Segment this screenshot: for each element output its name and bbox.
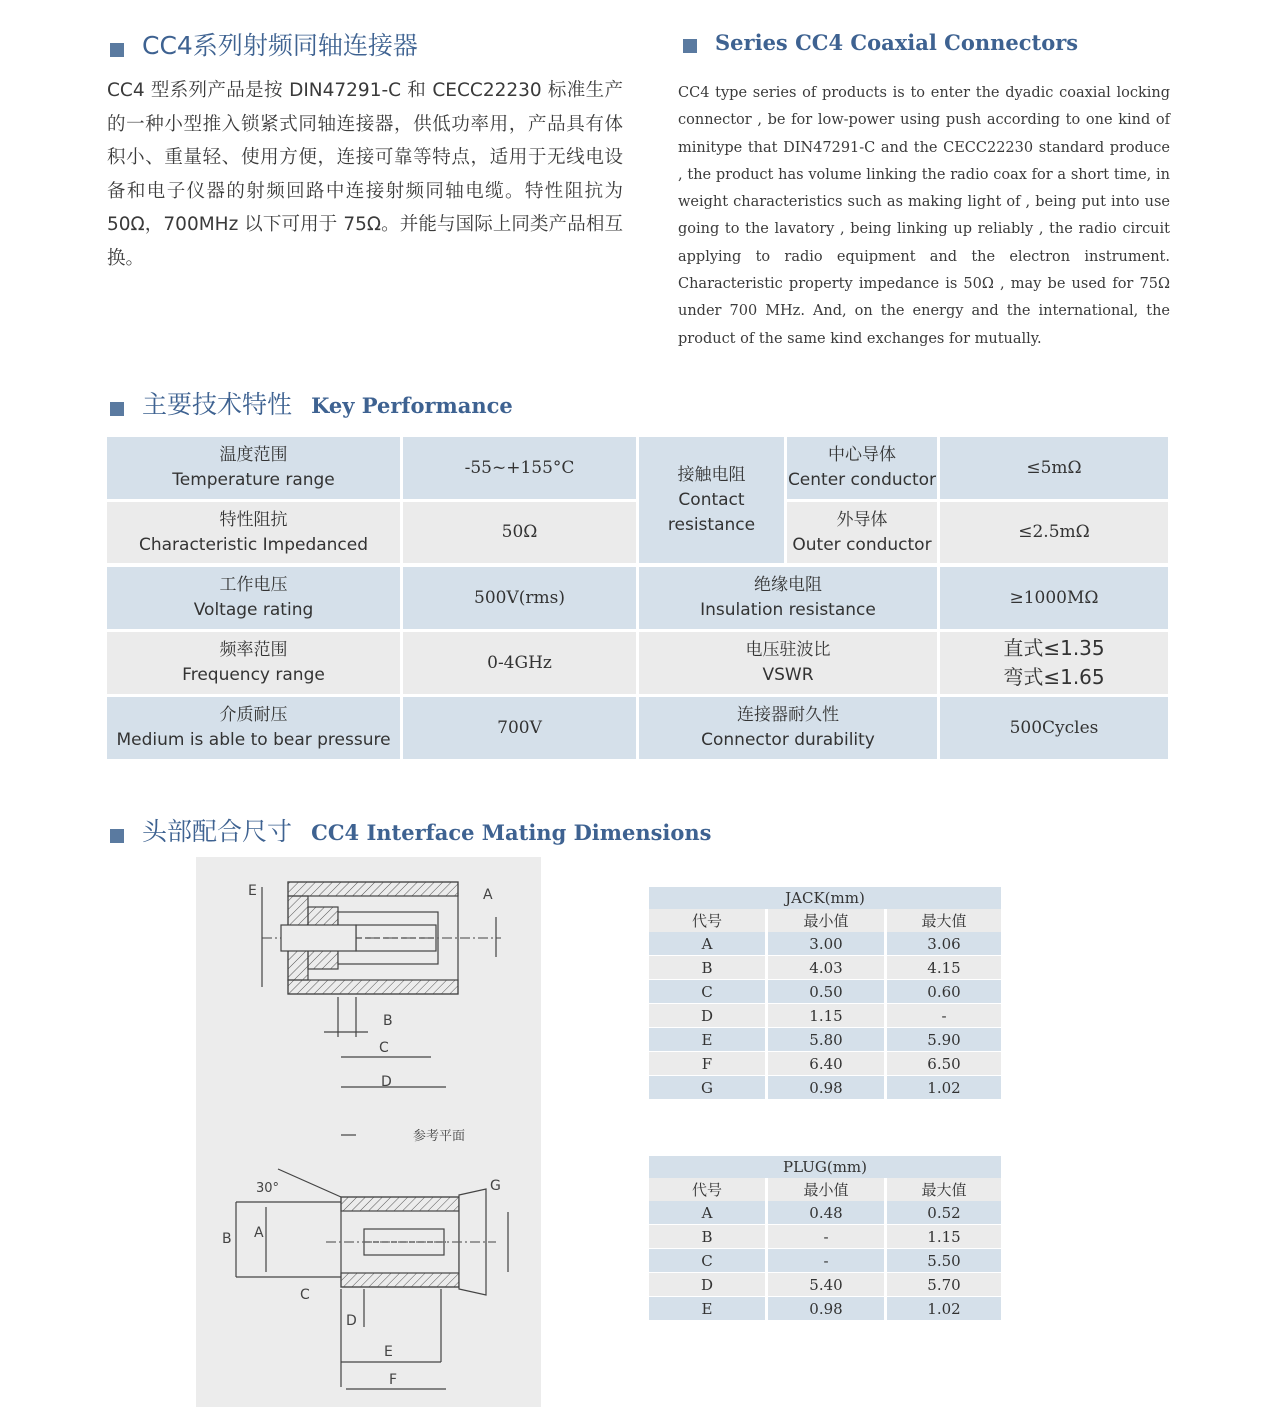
label-en: Center conductor	[787, 470, 937, 490]
section1-cn-heading-text: CC4系列射频同轴连接器	[142, 31, 418, 60]
cell-max: -	[887, 1004, 1001, 1027]
header-min: 最小值	[768, 1178, 884, 1201]
label-insulation	[639, 567, 937, 629]
angle-label: 30°	[256, 1181, 280, 1196]
dim-label-G-plug: G	[490, 1178, 501, 1194]
cell-code: B	[649, 956, 765, 979]
section3-cn-heading-text: 头部配合尺寸	[142, 817, 293, 846]
table-row	[649, 1052, 1001, 1075]
label-cn: 温度范围	[219, 445, 288, 465]
value-insulation: ≥1000MΩ	[940, 567, 1168, 629]
jack-table	[649, 887, 1001, 1098]
label-cn: 工作电压	[219, 575, 288, 595]
table-row	[649, 932, 1001, 955]
cell-min: 5.40	[768, 1273, 884, 1296]
header-min: 最小值	[768, 909, 884, 932]
cell-max: 0.60	[887, 980, 1001, 1003]
cell-min: 0.98	[768, 1076, 884, 1099]
section1-en-heading	[683, 30, 1078, 55]
table-row	[649, 1249, 1001, 1272]
table-row	[649, 956, 1001, 979]
jack-header-row	[649, 909, 1001, 932]
header-code: 代号	[649, 909, 765, 932]
heading-square-icon	[110, 829, 124, 843]
section2-cn-heading-text: 主要技术特性	[142, 390, 293, 419]
cell-code: D	[649, 1273, 765, 1296]
ref-plane-label: 参考平面	[413, 1129, 466, 1144]
value-frequency: 0-4GHz	[403, 632, 636, 694]
label-en: Insulation resistance	[700, 600, 876, 620]
dim-label-A-plug: A	[254, 1225, 264, 1241]
plug-table	[649, 1156, 1001, 1319]
label-en: Frequency range	[182, 665, 325, 685]
table-row	[649, 1201, 1001, 1224]
table-row	[649, 1273, 1001, 1296]
cell-min: 1.15	[768, 1004, 884, 1027]
cell-max: 4.15	[887, 956, 1001, 979]
label-cn: 外导体	[836, 509, 888, 530]
label-outer-conductor	[787, 502, 937, 563]
cell-max: 5.90	[887, 1028, 1001, 1051]
dim-label-E-plug: E	[384, 1344, 393, 1360]
intro-english: CC4 type series of products is to enter the dyadic coaxial locking connector , be for low-power using push according to one kind of minitype that DIN47291-C and the CECC22230 standard produce , the product has volume linking the radio coax for a short time, in weight characteristics such as making light of , being put into use going to the lavatory , being linking up reliably , the radio circuit applying to radio equipment and the electron instrument. Characteristic property impedance is 50Ω , may be used for 75Ω under 700 MHz. And, on the energy and the international, the product of the same kind exchanges for mutually.	[678, 85, 1170, 347]
value-outer-conductor: ≤2.5mΩ	[940, 502, 1168, 563]
vswr-straight: 直式≤1.35	[1003, 636, 1105, 660]
label-en: Characteristic Impedanced	[138, 534, 369, 555]
cell-code: E	[649, 1297, 765, 1320]
jack-drawing	[262, 882, 501, 994]
label-en: Voltage rating	[193, 600, 314, 620]
cell-min: 5.80	[768, 1028, 884, 1051]
plug-title: PLUG(mm)	[782, 1158, 867, 1176]
interface-drawing	[196, 857, 541, 1407]
cell-max: 0.52	[887, 1201, 1001, 1224]
cell-code: C	[649, 980, 765, 1003]
label-voltage	[107, 567, 400, 629]
cell-min: 0.48	[768, 1201, 884, 1224]
section3-en-heading-text: CC4 Interface Mating Dimensions	[311, 820, 712, 845]
label-en: Medium is able to bear pressure	[116, 730, 391, 750]
label-cn: 介质耐压	[219, 705, 288, 725]
cell-max: 5.70	[887, 1273, 1001, 1296]
header-code: 代号	[649, 1178, 765, 1201]
label-en: Temperature range	[172, 470, 335, 490]
label-cn: 绝缘电阻	[754, 575, 822, 595]
cell-code: A	[649, 932, 765, 955]
cell-min: 0.50	[768, 980, 884, 1003]
jack-title: JACK(mm)	[785, 889, 865, 907]
connector-drawing-svg	[196, 857, 541, 1407]
label-center-conductor	[787, 437, 937, 499]
dim-label-D-plug: D	[346, 1313, 357, 1329]
label-en: VSWR	[762, 665, 814, 685]
label-vswr	[639, 632, 937, 694]
label-cn: 接触电阻	[677, 464, 746, 485]
label-durability	[639, 697, 937, 759]
cell-code: A	[649, 1201, 765, 1224]
cell-code: E	[649, 1028, 765, 1051]
dim-label-A-jack: A	[483, 887, 493, 903]
dim-label-F-plug: F	[389, 1372, 398, 1388]
label-temperature	[107, 437, 400, 499]
plug-header-row	[649, 1178, 1001, 1201]
dim-label-C-jack: C	[379, 1040, 389, 1056]
label-en: resistance	[667, 514, 756, 535]
label-en: Contact	[678, 489, 745, 510]
table-row	[649, 1297, 1001, 1320]
plug-title-row	[649, 1156, 1001, 1178]
section2-heading	[110, 385, 513, 421]
heading-square-icon	[110, 402, 124, 416]
dim-label-C-plug: C	[300, 1287, 310, 1303]
value-center-conductor: ≤5mΩ	[940, 437, 1168, 499]
section1-en-heading-text: Series CC4 Coaxial Connectors	[715, 30, 1079, 55]
label-cn: 中心导体	[828, 445, 896, 465]
cell-max: 1.15	[887, 1225, 1001, 1248]
heading-square-icon	[110, 43, 124, 57]
heading-square-icon	[683, 39, 697, 53]
cell-min: 6.40	[768, 1052, 884, 1075]
cell-code: G	[649, 1076, 765, 1099]
table-row	[649, 1225, 1001, 1248]
dim-label-D-jack: D	[381, 1074, 392, 1090]
intro-chinese: CC4 型系列产品是按 DIN47291-C 和 CECC22230 标准生产的一种小型推入锁紧式同轴连接器，供低功率用，产品具有体积小、重量轻、使用方便，连接可靠等特点，适用于无线电设备和电子仪器的射频回路中连接射频同轴电缆。特性阻抗为 50Ω，700MHz 以下可用于 75Ω。并能与国际上同类产品相互换。	[107, 80, 623, 269]
cell-code: F	[649, 1052, 765, 1075]
dim-label-B-plug: B	[222, 1231, 232, 1247]
cell-min: -	[768, 1249, 884, 1272]
jack-title-row	[649, 887, 1001, 909]
cell-max: 3.06	[887, 932, 1001, 955]
cell-code: C	[649, 1249, 765, 1272]
cell-max: 6.50	[887, 1052, 1001, 1075]
table-row	[649, 1004, 1001, 1027]
value-dielectric: 700V	[403, 697, 636, 759]
header-max: 最大值	[887, 1178, 1001, 1201]
label-en: Outer conductor	[792, 534, 932, 555]
dim-label-E-jack: E	[248, 883, 257, 899]
label-cn: 特性阻抗	[219, 509, 288, 530]
cell-min: 0.98	[768, 1297, 884, 1320]
label-en: Connector durability	[701, 730, 875, 750]
label-cn: 频率范围	[219, 640, 288, 660]
cell-min: -	[768, 1225, 884, 1248]
value-temperature: -55~+155°C	[403, 437, 636, 499]
dim-label-B-jack: B	[383, 1013, 393, 1029]
label-impedance	[107, 502, 400, 563]
label-frequency	[107, 632, 400, 694]
value-voltage: 500V(rms)	[403, 567, 636, 629]
cell-min: 4.03	[768, 956, 884, 979]
section1-cn-heading	[110, 26, 418, 62]
vswr-bent: 弯式≤1.65	[1003, 665, 1105, 689]
header-max: 最大值	[887, 909, 1001, 932]
label-cn: 电压驻波比	[745, 640, 831, 660]
cell-max: 1.02	[887, 1297, 1001, 1320]
label-contact-resistance	[639, 437, 784, 563]
table-row	[649, 980, 1001, 1003]
section3-heading	[110, 812, 712, 848]
value-vswr	[940, 632, 1168, 694]
value-durability: 500Cycles	[940, 697, 1168, 759]
cell-code: D	[649, 1004, 765, 1027]
label-dielectric	[107, 697, 400, 759]
cell-code: B	[649, 1225, 765, 1248]
value-impedance: 50Ω	[403, 502, 636, 563]
table-row	[649, 1076, 1001, 1099]
table-row	[649, 1028, 1001, 1051]
cell-max: 5.50	[887, 1249, 1001, 1272]
label-cn: 连接器耐久性	[737, 705, 839, 725]
cell-min: 3.00	[768, 932, 884, 955]
cell-max: 1.02	[887, 1076, 1001, 1099]
section2-en-heading-text: Key Performance	[311, 393, 513, 418]
